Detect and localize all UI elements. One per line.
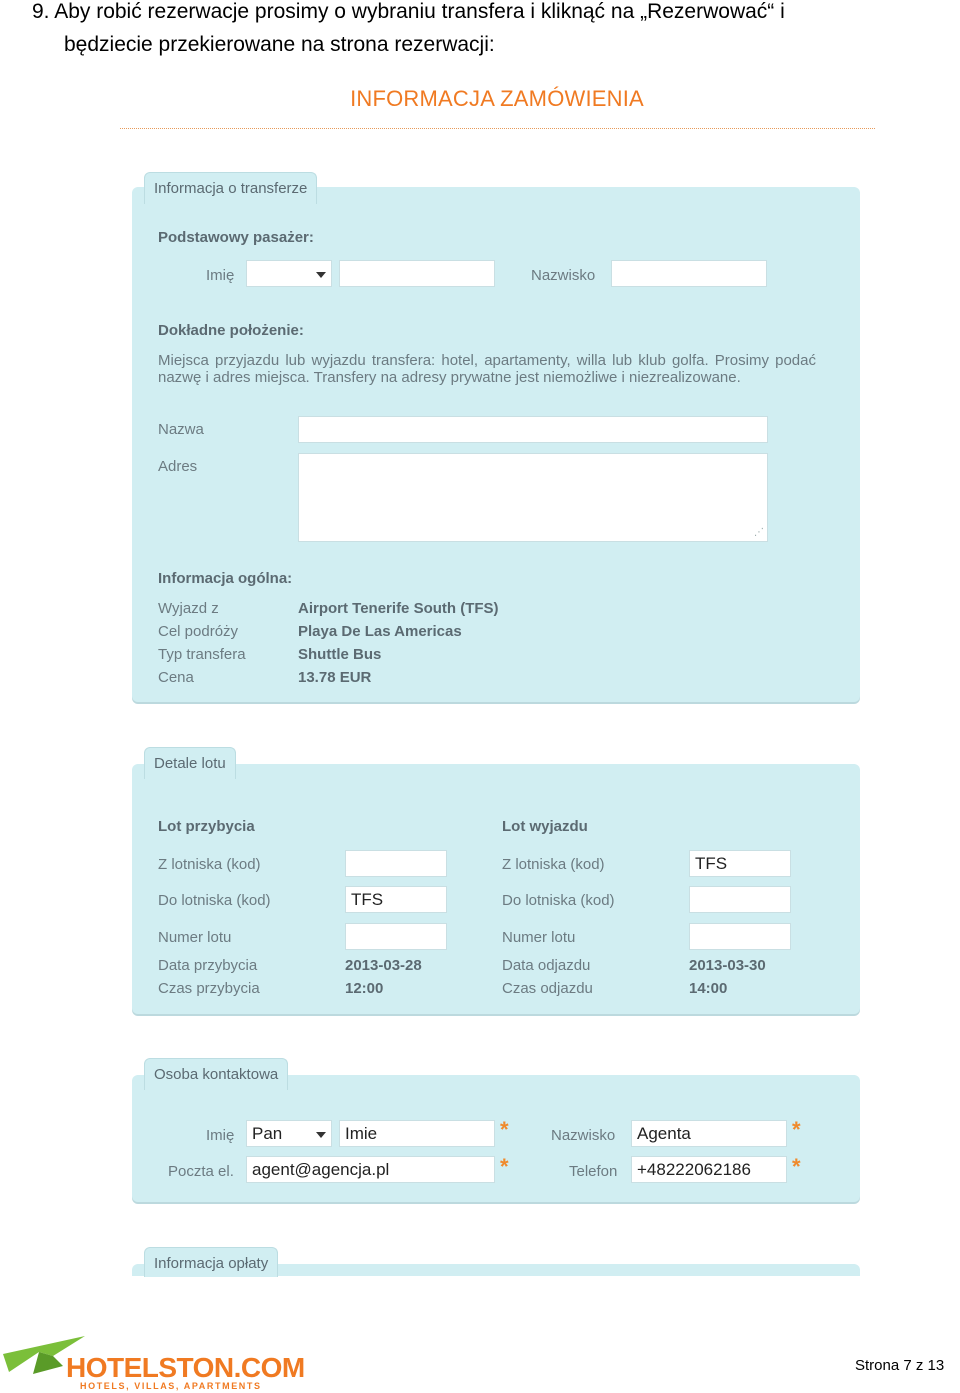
contact-last-name-input[interactable]: Agenta: [631, 1120, 787, 1147]
instruction-line-2: będziecie przekierowane na strona rezerwacji:: [64, 33, 495, 56]
arrival-from-label: Z lotniska (kod): [158, 856, 261, 873]
arrival-time-label: Czas przybycia: [158, 980, 260, 997]
location-header: Dokładne położenie:: [158, 322, 304, 339]
location-address-label: Adres: [158, 458, 198, 475]
contact-first-name-input[interactable]: Imie: [339, 1120, 495, 1147]
departure-from-label: Z lotniska (kod): [502, 856, 605, 873]
resize-grip-icon[interactable]: ⋰: [754, 527, 764, 538]
general-value: Airport Tenerife South (TFS): [298, 600, 499, 617]
departure-time-value: 14:00: [689, 980, 728, 997]
general-value: Playa De Las Americas: [298, 623, 462, 640]
arrival-number-input[interactable]: [345, 923, 447, 950]
departure-date-value: 2013-03-30: [689, 957, 766, 974]
passenger-first-name-label: Imię: [206, 267, 235, 284]
departure-number-label: Numer lotu: [502, 929, 576, 946]
departure-to-input[interactable]: [689, 886, 791, 913]
departure-date-label: Data odjazdu: [502, 957, 591, 974]
departure-number-input[interactable]: [689, 923, 791, 950]
location-name-label: Nazwa: [158, 421, 204, 438]
arrival-time-value: 12:00: [345, 980, 384, 997]
contact-phone-label: Telefon: [569, 1163, 618, 1180]
title-divider: [120, 128, 875, 129]
general-value: Shuttle Bus: [298, 646, 382, 663]
location-description: Miejsca przyjazdu lub wyjazdu transfera: hotel, apartamenty, willa lub klub golfa. Prosimy podać nazwę i adres miejsca. Transfery na adresy prywatne jest niemożliwe i niezrealizowane.: [158, 352, 816, 386]
departure-from-input[interactable]: TFS: [689, 850, 791, 877]
contact-email-input[interactable]: agent@agencja.pl: [246, 1156, 495, 1183]
arrival-date-value: 2013-03-28: [345, 957, 422, 974]
tab-fees-info: Informacja opłaty: [144, 1247, 278, 1277]
location-address-textarea[interactable]: [298, 453, 768, 542]
passenger-last-name-input[interactable]: [611, 260, 767, 287]
departure-flight-header: Lot wyjazdu: [502, 818, 588, 835]
required-mark: *: [792, 1154, 801, 1179]
logo-tagline: HOTELS, VILLAS, APARTMENTS: [80, 1381, 262, 1391]
general-label: Typ transfera: [158, 646, 246, 663]
required-mark: *: [500, 1117, 509, 1142]
contact-last-name-label: Nazwisko: [551, 1127, 616, 1144]
contact-phone-input[interactable]: +48222062186: [631, 1156, 787, 1183]
contact-title-select[interactable]: [246, 1120, 332, 1147]
contact-email-label: Poczta el.: [168, 1163, 234, 1180]
passenger-last-name-label: Nazwisko: [531, 267, 596, 284]
general-label: Cel podróży: [158, 623, 239, 640]
tab-contact-person: Osoba kontaktowa: [144, 1058, 288, 1090]
general-value: 13.78 EUR: [298, 669, 372, 686]
required-mark: *: [500, 1154, 509, 1179]
general-info-header: Informacja ogólna:: [158, 570, 293, 587]
passenger-header: Podstawowy pasażer:: [158, 229, 314, 246]
general-label: Cena: [158, 669, 194, 686]
page-title: INFORMACJA ZAMÓWIENIA: [350, 86, 644, 111]
departure-time-label: Czas odjazdu: [502, 980, 593, 997]
arrival-to-input[interactable]: TFS: [345, 886, 447, 913]
tab-flight-details: Detale lotu: [144, 747, 236, 779]
passenger-first-name-input[interactable]: [339, 260, 495, 287]
passenger-title-select[interactable]: [246, 260, 332, 287]
chevron-down-icon: [316, 1132, 326, 1138]
arrival-to-label: Do lotniska (kod): [158, 892, 271, 909]
departure-to-label: Do lotniska (kod): [502, 892, 615, 909]
arrival-flight-header: Lot przybycia: [158, 818, 255, 835]
page-number: Strona 7 z 13: [855, 1357, 945, 1374]
logo-wordmark: HOTELSTON.COM: [66, 1352, 305, 1383]
required-mark: *: [792, 1117, 801, 1142]
tab-transfer-info: Informacja o transferze: [144, 172, 317, 204]
instruction-line-1: 9. Aby robić rezerwacje prosimy o wybraniu transfera i kliknąć na „Rezerwować“ i: [32, 0, 785, 23]
arrival-from-input[interactable]: [345, 850, 447, 877]
arrival-date-label: Data przybycia: [158, 957, 258, 974]
chevron-down-icon: [316, 272, 326, 278]
contact-first-name-label: Imię: [206, 1127, 235, 1144]
location-name-input[interactable]: [298, 416, 768, 443]
general-label: Wyjazd z: [158, 600, 219, 617]
arrival-number-label: Numer lotu: [158, 929, 232, 946]
contact-title-value: Pan: [252, 1124, 283, 1143]
